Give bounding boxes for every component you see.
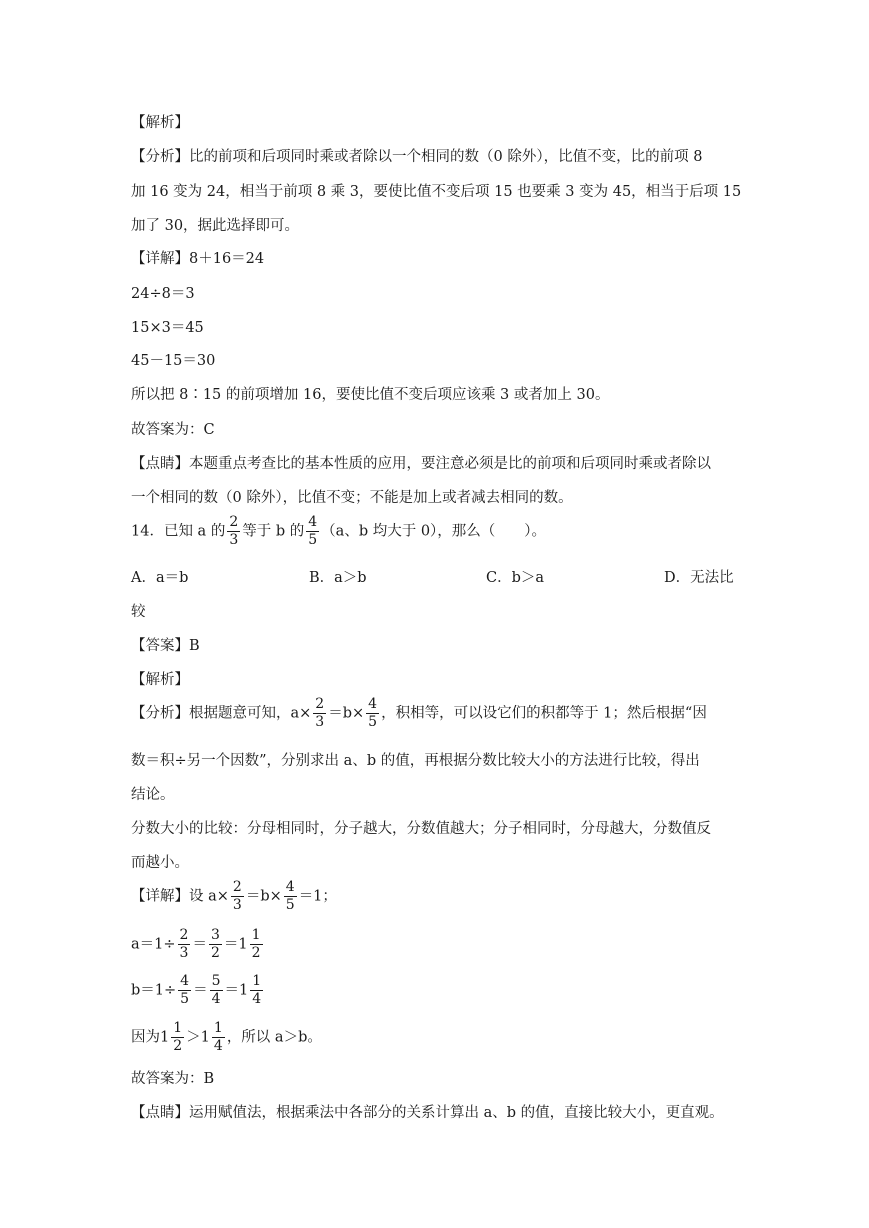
q14-answer: 【答案】B (131, 638, 200, 654)
mixed-number-1-1-4 (239, 973, 265, 1008)
frac-den: 4 (252, 991, 262, 1007)
detail-step-1: 24÷8＝3 (131, 286, 195, 302)
fraction-2-3 (178, 927, 191, 962)
q14-answer-line: 故答案为：B (131, 1071, 215, 1087)
mixed-whole: 1 (160, 1029, 170, 1046)
analysis-line-2: 加 16 变为 24，相当于前项 8 乘 3，要使比值不变后项 15 也要乘 3 变为 45，相当于后项 15 (131, 184, 742, 200)
mixed-number-1-1-4 (201, 1020, 227, 1055)
frac-den: 5 (180, 991, 190, 1007)
fraction-2-3 (231, 879, 244, 914)
fraction-1-2 (171, 1020, 184, 1055)
q14-analysis-line-2: 数＝积÷另一个因数”，分别求出 a、b 的值，再根据分数比较大小的方法进行比较，得出 (131, 753, 700, 769)
q14-analysis-heading: 【解析】 (131, 672, 189, 688)
frac-num: 4 (285, 879, 295, 895)
mixed-whole: 1 (239, 982, 249, 999)
mixed-number-1-1-2 (238, 927, 264, 962)
q14-text-pre: 14．已知 a 的 (131, 523, 226, 540)
fraction-4-5 (306, 514, 319, 549)
comment-line-2: 一个相同的数（0 除外），比值不变；不能是加上或者减去相同的数。 (131, 490, 573, 506)
frac-den: 5 (308, 532, 318, 548)
q14-analysis-line-1 (131, 696, 707, 731)
equals-sign: ＝ (224, 982, 240, 999)
a-eq-pre: a＝1÷ (131, 936, 176, 953)
frac-den: 3 (179, 945, 189, 961)
b-eq-pre: b＝1÷ (131, 982, 177, 999)
q14-xj-pre: 【详解】设 a× (131, 888, 229, 905)
fraction-2-3 (227, 514, 240, 549)
q14-rule-line-1: 分数大小的比较：分母相同时，分子越大，分数值越大；分子相同时，分母越大，分数值反 (131, 821, 711, 837)
frac-den: 3 (229, 532, 239, 548)
frac-den: 2 (210, 945, 220, 961)
q14-text-mid: 等于 b 的 (242, 523, 305, 540)
answer-line: 故答案为：C (131, 422, 215, 438)
q14-comparison (131, 1020, 322, 1055)
detail-step-2: 15×3＝45 (131, 320, 204, 336)
q14-comment: 【点睛】运用赋值法，根据乘法中各部分的关系计算出 a、b 的值，直接比较大小，更直观。 (131, 1105, 724, 1121)
q14-xj-post: ＝1； (298, 888, 337, 905)
frac-num: 2 (315, 696, 325, 712)
fraction-4-5 (366, 696, 379, 731)
q14-fenxi-post: ，积相等，可以设它们的积都等于 1；然后根据“因 (381, 705, 707, 722)
greater-than-sign: ＞ (186, 1029, 201, 1046)
detail-line-1: 【详解】8＋16＝24 (131, 251, 265, 267)
q14-a-equation (131, 927, 265, 962)
fraction-4-5 (178, 973, 191, 1008)
analysis-line-1: 【分析】比的前项和后项同时乘或者除以一个相同的数（0 除外），比值不变，比的前项 8 (131, 149, 703, 165)
comment-line-1: 【点睛】本题重点考查比的基本性质的应用，要注意必须是比的前项和后项同时乘或者除以 (131, 456, 711, 472)
cmp-pre: 因为 (131, 1029, 160, 1046)
q14-fenxi-pre: 【分析】根据题意可知，a× (131, 705, 312, 722)
option-c: C．b＞a (486, 570, 545, 586)
fraction-1-4 (250, 973, 263, 1008)
equals-sign: ＝ (193, 982, 208, 999)
q14-fenxi-mid: ＝b× (328, 705, 365, 722)
option-a: A．a＝b (131, 570, 189, 586)
frac-num: 1 (251, 927, 261, 943)
option-d: D．无法比 (664, 570, 734, 586)
q14-b-equation (131, 973, 265, 1008)
option-b: B．a＞b (309, 570, 367, 586)
question-14 (131, 514, 546, 549)
fraction-1-4 (212, 1020, 225, 1055)
detail-step-3: 45－15＝30 (131, 353, 216, 369)
q14-text-post: （a、b 均大于 0），那么（ ）。 (321, 523, 547, 540)
fraction-5-4 (210, 973, 223, 1008)
mixed-whole: 1 (200, 1029, 210, 1046)
conclusion-line: 所以把 8∶15 的前项增加 16，要使比值不变后项应该乘 3 或者加上 30。 (131, 387, 610, 403)
q14-detail-line-1 (131, 879, 337, 914)
frac-num: 3 (210, 927, 220, 943)
frac-num: 4 (368, 696, 378, 712)
frac-num: 4 (180, 973, 190, 989)
cmp-post: ，所以 a＞b。 (226, 1029, 322, 1046)
equals-sign: ＝ (192, 936, 207, 953)
frac-num: 2 (229, 514, 239, 530)
frac-num: 1 (173, 1020, 183, 1036)
frac-den: 2 (251, 945, 261, 961)
frac-num: 4 (308, 514, 318, 530)
frac-den: 2 (173, 1038, 183, 1054)
frac-den: 5 (368, 714, 378, 730)
q14-xj-mid: ＝b× (245, 888, 282, 905)
frac-den: 3 (232, 897, 242, 913)
frac-den: 4 (213, 1038, 223, 1054)
option-d-wrap: 较 (131, 604, 146, 620)
fraction-4-5 (284, 879, 297, 914)
frac-num: 2 (179, 927, 189, 943)
mixed-whole: 1 (238, 936, 248, 953)
q14-rule-line-2: 而越小。 (131, 855, 189, 871)
q14-analysis-line-3: 结论。 (131, 787, 175, 803)
frac-num: 5 (211, 973, 221, 989)
frac-num: 1 (252, 973, 262, 989)
fraction-3-2 (209, 927, 222, 962)
mixed-number-1-1-2 (160, 1020, 186, 1055)
analysis-line-3: 加了 30，据此选择即可。 (131, 218, 300, 234)
equals-sign: ＝ (223, 936, 239, 953)
analysis-heading: 【解析】 (131, 115, 189, 131)
frac-den: 3 (315, 714, 325, 730)
frac-num: 2 (232, 879, 242, 895)
fraction-1-2 (250, 927, 263, 962)
frac-den: 4 (211, 991, 221, 1007)
fraction-2-3 (313, 696, 326, 731)
frac-den: 5 (285, 897, 295, 913)
frac-num: 1 (213, 1020, 223, 1036)
